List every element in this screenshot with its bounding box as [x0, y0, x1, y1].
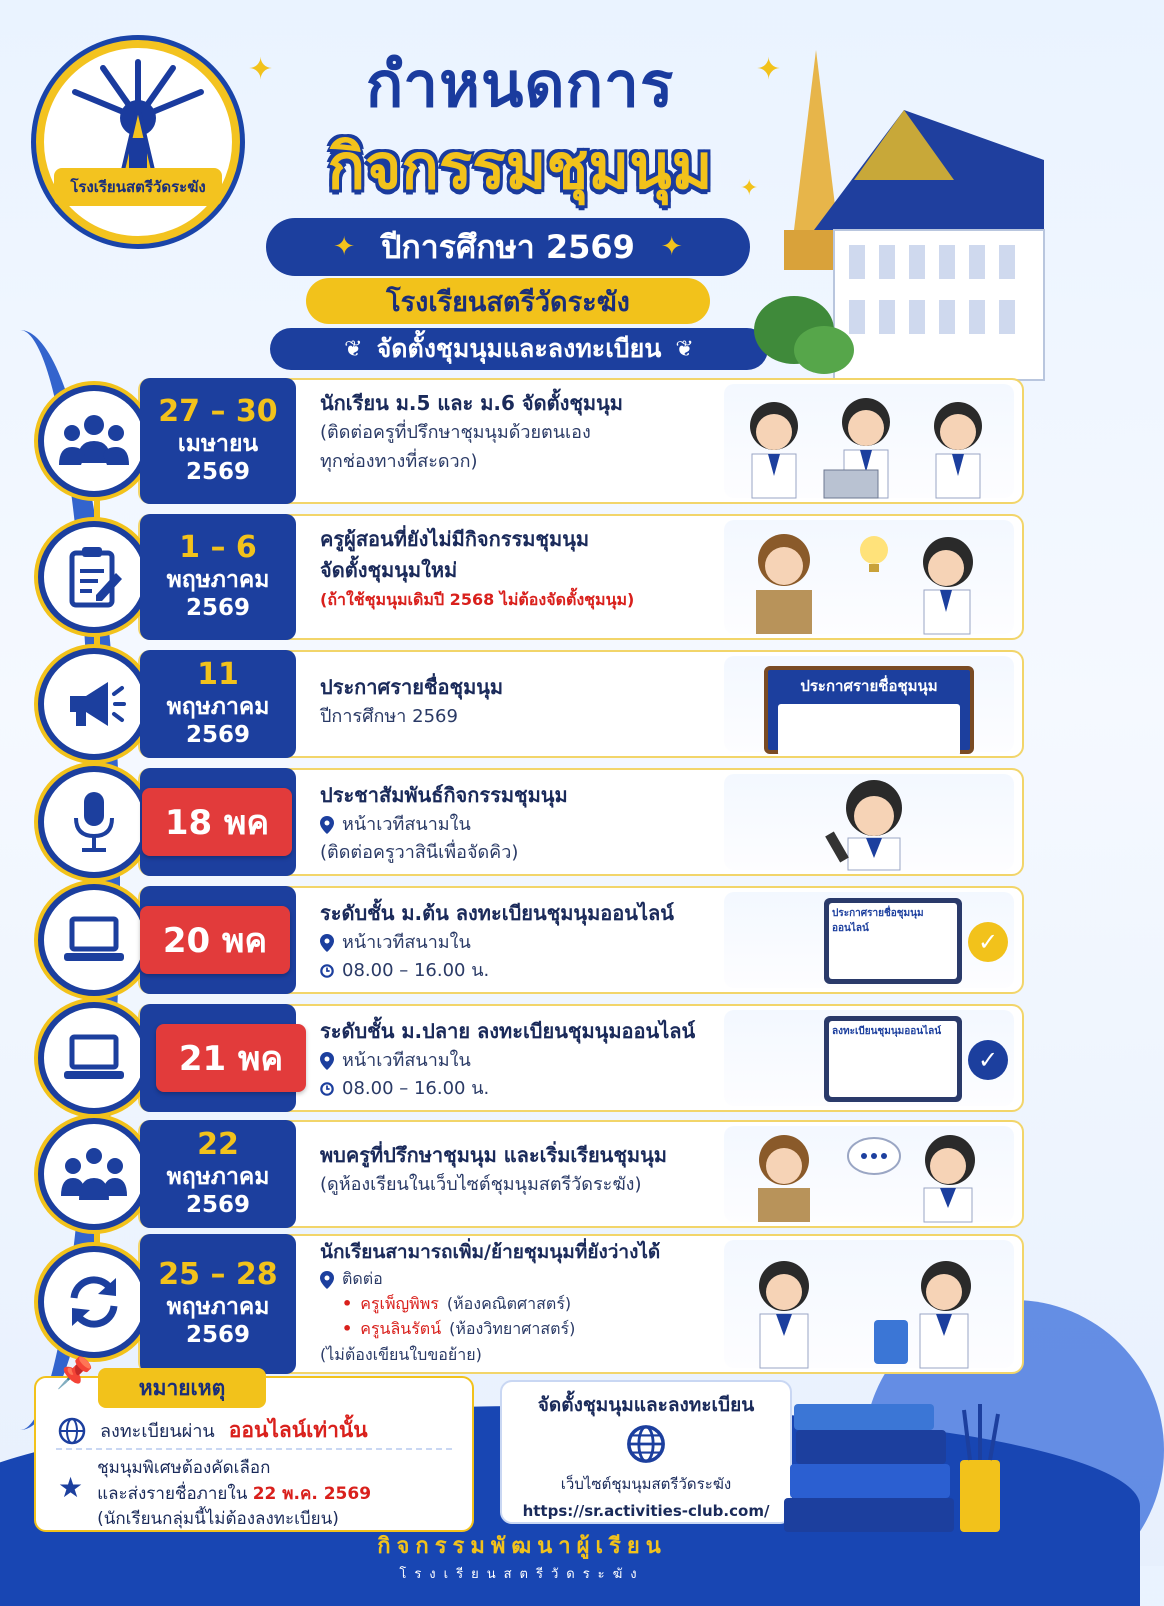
notes-divider: [56, 1448, 452, 1450]
school-logo: [36, 40, 240, 244]
refresh-icon: [38, 1246, 150, 1358]
event-detail: ปีการศึกษา 2569: [320, 706, 458, 727]
note-special-line1: ชุมนุมพิเศษต้องคัดเลือก: [97, 1458, 271, 1478]
event-location: [320, 811, 740, 839]
books-illustration: [774, 1380, 1014, 1550]
time-text: 08.00 – 16.00 น.: [342, 959, 490, 981]
logo-school-name: โรงเรียนสตรีวัดระฆัง: [54, 168, 222, 206]
school-banner: โรงเรียนสตรีวัดระฆัง: [306, 278, 710, 324]
time-text: 08.00 – 16.00 น.: [342, 1077, 490, 1099]
website-url[interactable]: https://sr.activities-club.com/: [522, 1502, 770, 1520]
academic-year-label: ปีการศึกษา 2569: [381, 227, 635, 266]
date-month: พฤษภาคม: [166, 566, 270, 593]
timeline-row: [38, 378, 1024, 504]
screen-title: ลงทะเบียนชุมนุมออนไลน์: [829, 1021, 957, 1097]
star-icon: ★: [58, 1471, 84, 1504]
event-title: ประชาสัมพันธ์กิจกรรมชุมนุม: [320, 783, 568, 807]
event-content: [320, 524, 740, 615]
bullet-icon: •: [342, 1319, 353, 1339]
logo-emblem-icon: [63, 58, 213, 178]
event-detail: (ติดต่อครูวาสินีเพื่อจัดคิว): [320, 841, 519, 863]
date-year: 2569: [185, 1322, 250, 1349]
event-detail: (ติดต่อครูที่ปรึกษาชุมนุมด้วยตนเอง: [320, 422, 591, 443]
event-content: [320, 898, 740, 985]
setup-label: จัดตั้งชุมนุมและลงทะเบียน: [376, 334, 662, 363]
timeline-row: [38, 1234, 1024, 1374]
megaphone-icon: [38, 648, 150, 760]
date-year: 2569: [185, 722, 250, 749]
date-day: 25 – 28: [158, 1257, 278, 1292]
contact-item: [320, 1317, 740, 1342]
pushpin-icon: 📌: [56, 1356, 94, 1391]
board-title: ประกาศรายชื่อชุมนุม: [800, 677, 938, 695]
event-detail: (ไม่ต้องเขียนใบขอย้าย): [320, 1344, 482, 1364]
footer-title: กิจกรรมพัฒนาผู้เรียน: [377, 1534, 667, 1559]
contact-name: ครูเพ็ญพิพร: [360, 1294, 439, 1314]
contact-room: (ห้องคณิตศาสตร์): [446, 1294, 572, 1314]
event-title: พบครูที่ปรึกษาชุมนุม และเริ่มเรียนชุมนุม: [320, 1143, 667, 1167]
event-detail: จัดตั้งชุมนุมใหม่: [320, 558, 458, 582]
date-month: พฤษภาคม: [166, 1163, 270, 1190]
note-special: [58, 1456, 371, 1533]
laurel-left-icon: ❦: [344, 336, 363, 362]
note-special-line2: [97, 1482, 371, 1508]
note-online-highlight: ออนไลน์เท่านั้น: [228, 1418, 368, 1442]
event-content: [320, 1140, 740, 1200]
contact-label: ติดต่อ: [342, 1269, 383, 1289]
event-time: [320, 1075, 740, 1103]
notes-box: [34, 1356, 474, 1532]
setup-banner: [270, 328, 768, 370]
timeline-row: [38, 768, 1024, 876]
teacher-student-illustration: [724, 520, 1014, 634]
event-contact: [320, 1267, 740, 1292]
laptop-icon: [38, 884, 150, 996]
date-year: 2569: [185, 595, 250, 622]
announcement-board-illustration: [724, 656, 1014, 752]
event-title: นักเรียน ม.5 และ ม.6 จัดตั้งชุมนุม: [320, 391, 623, 415]
timeline-row: [38, 886, 1024, 994]
teacher-student-meeting-illustration: [724, 1126, 1014, 1222]
clipboard-icon: [38, 521, 150, 633]
date-box: [140, 1234, 296, 1374]
timeline-row: [38, 1120, 1024, 1228]
date-month: พฤษภาคม: [166, 1293, 270, 1320]
group-icon: [38, 385, 150, 497]
footer: [0, 1528, 1044, 1584]
event-content: [320, 388, 740, 477]
page-title-line2: กิจกรรมชุมนุม: [327, 130, 713, 203]
note-online: [58, 1414, 368, 1447]
location-text: หน้าเวทีสนามใน: [342, 814, 471, 835]
note-special-date: 22 พ.ค. 2569: [252, 1483, 372, 1504]
laptop-icon: [38, 1002, 150, 1114]
star-icon: ✦: [660, 232, 683, 262]
sparkle-icon: ✦: [756, 52, 782, 87]
contact-item: [320, 1292, 740, 1317]
student-online-registration-illustration: [724, 892, 1014, 988]
event-title: ระดับชั้น ม.ต้น ลงทะเบียนชุมนุมออนไลน์: [320, 901, 674, 925]
announcement-board: [764, 666, 974, 754]
academic-year-banner: [266, 218, 750, 276]
event-remark: (ถ้าใช้ชุมนุมเดิมปี 2568 ไม่ต้องจัดตั้งชุมนุม): [320, 590, 635, 609]
website-name: เว็บไซต์ชุมนุมสตรีวัดระฆัง: [560, 1475, 732, 1493]
date-day: 27 – 30: [158, 394, 278, 429]
location-text: หน้าเวทีสนามใน: [342, 932, 471, 953]
date-tag: 18 พค: [142, 788, 292, 856]
event-location: [320, 929, 740, 957]
note-special-text: [97, 1456, 371, 1533]
microphone-icon: [38, 766, 150, 878]
event-location: [320, 1047, 740, 1075]
event-content: [320, 672, 740, 732]
date-box: [140, 650, 296, 758]
event-title: ครูผู้สอนที่ยังไม่มีกิจกรรมชุมนุม: [320, 527, 590, 551]
date-month: พฤษภาคม: [166, 693, 270, 720]
timeline-row: [38, 650, 1024, 758]
location-pin-icon: [320, 1052, 334, 1070]
check-icon: ✓: [968, 922, 1008, 962]
check-icon: ✓: [968, 1040, 1008, 1080]
timeline-row: [38, 1004, 1024, 1112]
event-content: [320, 1016, 740, 1103]
date-year: 2569: [185, 459, 250, 486]
date-box: [140, 1120, 296, 1228]
registration-screen: [824, 1016, 962, 1102]
date-box: [140, 378, 296, 504]
date-box: [140, 514, 296, 640]
location-pin-icon: [320, 1271, 334, 1289]
student-online-registration-illustration: [724, 1010, 1014, 1106]
event-title: ประกาศรายชื่อชุมนุม: [320, 675, 504, 699]
website-box: [500, 1380, 792, 1524]
note-special-line2-prefix: และส่งรายชื่อภายใน: [97, 1483, 248, 1504]
footer-school: โรงเรียนสตรีวัดระฆัง: [399, 1567, 645, 1582]
contact-name: ครูนลินรัตน์: [360, 1319, 442, 1339]
contact-room: (ห้องวิทยาศาสตร์): [449, 1319, 576, 1339]
event-detail: (ดูห้องเรียนในเว็บไซต์ชุมนุมสตรีวัดระฆัง): [320, 1174, 642, 1195]
star-icon: ✦: [333, 232, 356, 262]
event-title: นักเรียนสามารถเพิ่ม/ย้ายชุมนุมที่ยังว่างได้: [320, 1241, 661, 1263]
meeting-icon: [38, 1118, 150, 1230]
students-tablet-illustration: [724, 1240, 1014, 1368]
date-year: 2569: [185, 1192, 250, 1219]
laurel-right-icon: ❦: [675, 336, 694, 362]
clock-icon: [320, 962, 334, 980]
event-time: [320, 957, 740, 985]
temple-illustration: [754, 40, 1044, 380]
globe-icon: [58, 1417, 86, 1445]
bullet-icon: •: [342, 1294, 353, 1314]
screen-title: ประกาศรายชื่อชุมนุมออนไลน์: [829, 903, 957, 979]
sparkle-icon: ✦: [248, 52, 274, 87]
students-laptop-illustration: [724, 384, 1014, 498]
date-tag: 21 พค: [156, 1024, 306, 1092]
website-heading: จัดตั้งชุมนุมและลงทะเบียน: [537, 1394, 755, 1416]
clock-icon: [320, 1080, 334, 1098]
board-list: [778, 704, 960, 756]
registration-screen: [824, 898, 962, 984]
note-special-line3: (นักเรียนกลุ่มนี้ไม่ต้องลงทะเบียน): [97, 1509, 339, 1529]
notes-label: หมายเหตุ: [98, 1368, 266, 1408]
date-day: 11: [197, 657, 239, 692]
student-microphone-illustration: [724, 774, 1014, 870]
date-day: 22: [197, 1127, 239, 1162]
event-title: ระดับชั้น ม.ปลาย ลงทะเบียนชุมนุมออนไลน์: [320, 1019, 696, 1043]
location-pin-icon: [320, 816, 334, 834]
location-pin-icon: [320, 934, 334, 952]
page-title-line1: กำหนดการ: [365, 48, 675, 121]
timeline-row: [38, 514, 1024, 640]
date-month: เมษายน: [177, 430, 259, 457]
date-day: 1 – 6: [179, 530, 257, 565]
event-content: [320, 1238, 740, 1367]
sparkle-icon: ✦: [740, 176, 759, 201]
location-text: หน้าเวทีสนามใน: [342, 1050, 471, 1071]
globe-icon: [626, 1424, 666, 1464]
date-tag: 20 พค: [140, 906, 290, 974]
event-content: [320, 780, 740, 868]
note-online-prefix: ลงทะเบียนผ่าน: [100, 1421, 215, 1442]
event-detail: ทุกช่องทางที่สะดวก): [320, 450, 478, 472]
